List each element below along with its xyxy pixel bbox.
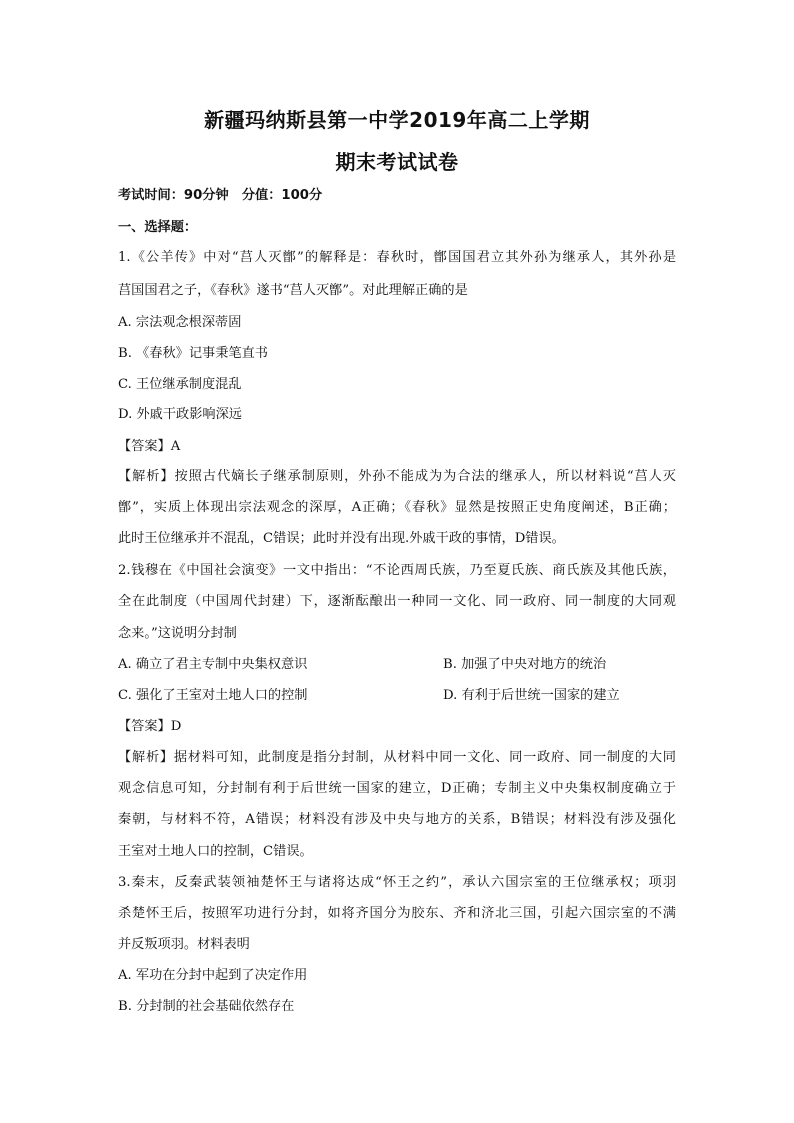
question-1-stem-line-2: 莒国国君之子，《春秋》遂书“莒人灭鄫”。对此理解正确的是	[118, 283, 468, 298]
document-subtitle: 期末考试试卷	[335, 150, 459, 174]
question-2-option-c: C. 强化了王室对土地人口的控制	[118, 688, 308, 703]
question-1-option-b: B. 《春秋》记事秉笔直书	[118, 346, 268, 361]
question-2-answer: 【答案】D	[118, 719, 182, 734]
question-1-analysis-line-3: 此时王位继承并不混乱，C错误；此时并没有出现.外戚干政的事情，D错误。	[118, 531, 565, 546]
question-1-option-c: C. 王位继承制度混乱	[118, 377, 242, 392]
question-2-stem-line-3: 念来。”这说明分封制	[118, 626, 237, 641]
question-3-option-a: A. 军功在分封中起到了决定作用	[118, 968, 308, 983]
question-1-stem-line-1: 1.《公羊传》中对“莒人灭鄫”的解释是：春秋时，鄫国国君立其外孙为继承人，其外孙是	[118, 250, 676, 265]
question-1-option-d: D. 外戚干政影响深远	[118, 407, 242, 422]
question-3-stem-line-2: 杀楚怀王后，按照军功进行分封，如将齐国分为胶东、齐和济北三国，引起六国宗室的不满	[118, 906, 676, 921]
question-1-analysis-line-2: 鄫”，实质上体现出宗法观念的深厚，A正确；《春秋》显然是按照正史角度阐述，B正确；	[118, 500, 676, 515]
question-3-option-b: B. 分封制的社会基础依然存在	[118, 999, 295, 1014]
exam-info: 考试时间：90分钟 分值：100分	[118, 188, 323, 203]
question-2-option-a: A. 确立了君主专制中央集权意识	[118, 657, 308, 672]
question-1-analysis-line-1: 【解析】按照古代嫡长子继承制原则，外孙不能成为为合法的继承人，所以材料说“莒人灭	[118, 469, 676, 484]
question-2-analysis-line-3: 秦朝，与材料不符，A错误；材料没有涉及中央与地方的关系，B错误；材料没有涉及强化	[118, 812, 676, 827]
question-2-analysis-line-4: 王室对土地人口的控制，C错误。	[118, 844, 313, 859]
question-3-stem-line-1: 3.秦末，反秦武装领袖楚怀王与诸将达成“怀王之约”，承认六国宗室的王位继承权；项羽	[118, 875, 676, 890]
question-2-option-b: B. 加强了中央对地方的统治	[443, 657, 607, 672]
question-2-stem-line-1: 2.钱穆在《中国社会演变》一文中指出：“不论西周氏族，乃至夏氏族、商氏族及其他氏族，	[118, 563, 676, 578]
question-2-stem-line-2: 全在此制度（中国周代封建）下，逐渐酝酿出一种同一文化、同一政府、同一制度的大同观	[118, 594, 676, 609]
section-heading: 一、选择题：	[118, 220, 198, 235]
document-title: 新疆玛纳斯县第一中学2019年高二上学期	[204, 108, 590, 132]
question-3-stem-line-3: 并反叛项羽。材料表明	[118, 937, 250, 952]
question-1-option-a: A. 宗法观念根深蒂固	[118, 315, 242, 330]
question-2-option-d: D. 有利于后世统一国家的建立	[443, 688, 620, 703]
question-2-analysis-line-2: 观念信息可知，分封制有利于后世统一国家的建立，D正确；专制主义中央集权制度确立于	[118, 781, 676, 796]
question-2-analysis-line-1: 【解析】据材料可知，此制度是指分封制，从材料中同一文化、同一政府、同一制度的大同	[118, 750, 676, 765]
question-1-answer: 【答案】A	[118, 439, 181, 454]
